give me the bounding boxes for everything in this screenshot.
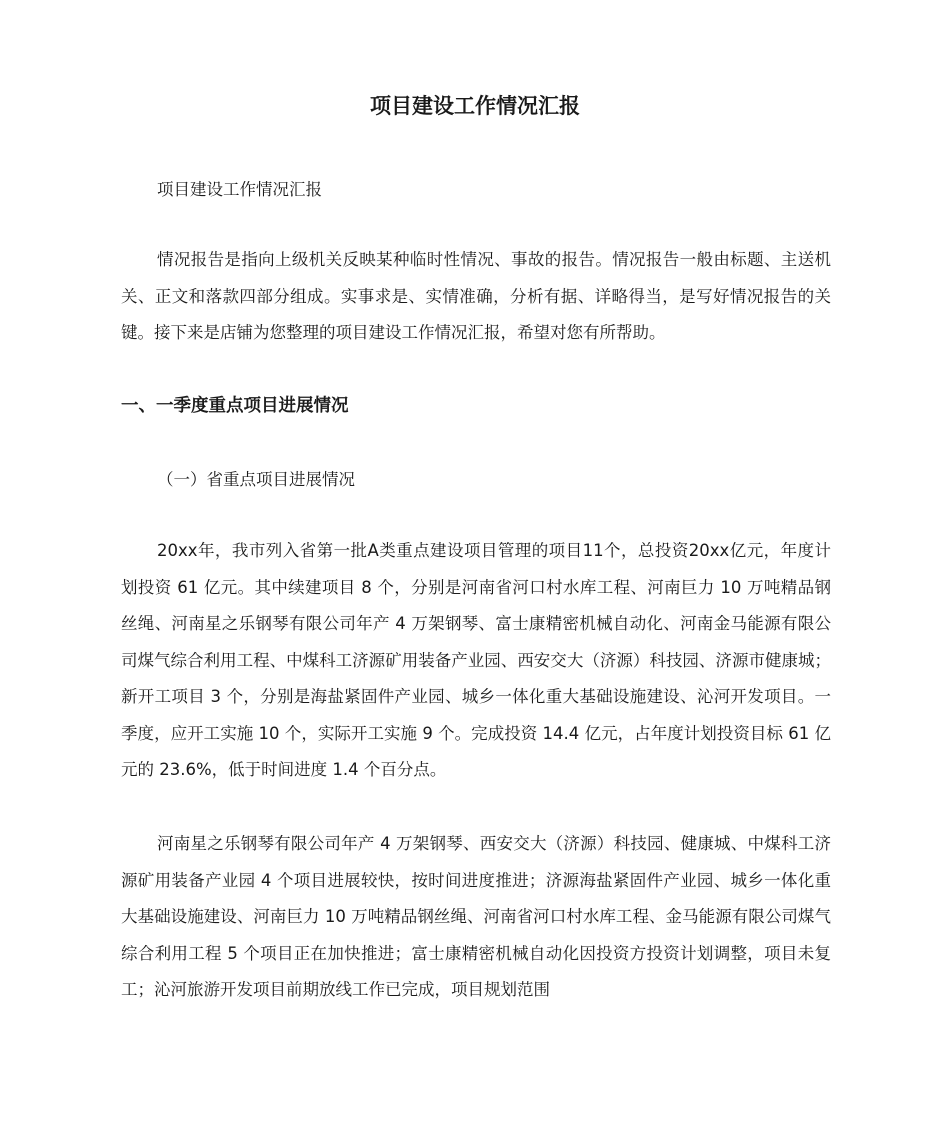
body-paragraph-2: 河南星之乐钢琴有限公司年产 4 万架钢琴、西安交大（济源）科技园、健康城、中煤科工济源矿用装备产业园 4 个项目进展较快，按时间进度推进；济源海盐紧固件产业园、城乡一体化重大基础设施建设、河南巨力 10 万吨精品钢丝绳、河南省河口村水库工程、金马能源有限公司煤气综合利用工程 5 个项目正在加快推进；富士康精密机械自动化因投资方投资计划调整，项目未复工；沁河旅游开发项目前期放线工作已完成，项目规划范围 xyxy=(121,834,831,999)
intro-paragraph: 情况报告是指向上级机关反映某种临时性情况、事故的报告。情况报告一般由标题、主送机关、正文和落款四部分组成。实事求是、实情准确，分析有据、详略得当，是写好情况报告的关键。接下来是店铺为您整理的项目建设工作情况汇报，希望对您有所帮助。 xyxy=(121,250,831,342)
subsection-heading: （一）省重点项目进展情况 xyxy=(157,470,355,489)
document-title: 项目建设工作情况汇报 xyxy=(370,94,580,118)
body-paragraph-1: 20xx年，我市列入省第一批A类重点建设项目管理的项目11个，总投资20xx亿元，年度计划投资 61 亿元。其中续建项目 8 个，分别是河南省河口村水库工程、河南巨力 10 万吨精品钢丝绳、河南星之乐钢琴有限公司年产 4 万架钢琴、富士康精密机械自动化、河南金马能源有限公司煤气综合利用工程、中煤科工济源矿用装备产业园、西安交大（济源）科技园、济源市健康城；新开工项目 3 个，分别是海盐紧固件产业园、城乡一体化重大基础设施建设、沁河开发项目。一季度，应开工实施 10 个，实际开工实施 9 个。完成投资 14.4 亿元，占年度计划投资目标 61 亿元的 23.6%，低于时间进度 1.4 个百分点。 xyxy=(121,541,831,779)
section-heading: 一、一季度重点项目进展情况 xyxy=(121,396,349,416)
document-subtitle: 项目建设工作情况汇报 xyxy=(157,180,322,199)
